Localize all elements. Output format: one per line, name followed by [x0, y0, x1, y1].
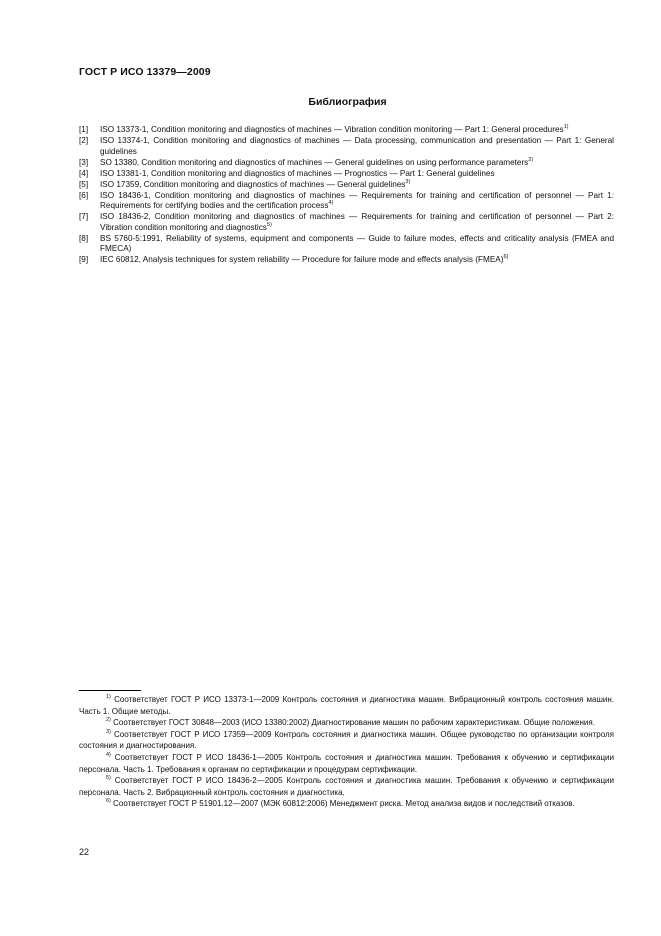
bibliography-entry: [79, 158, 614, 169]
footnote: [79, 775, 614, 798]
footnotes: [79, 694, 614, 810]
entry-number: [3]: [79, 157, 89, 167]
footnote-text: Соответствует ГОСТ Р 51901.12—2007 (МЭК 60812:2006) Менеджмент риска. Метод анализа видов и последствий отказов.: [113, 799, 575, 809]
section-title: Библиография: [308, 96, 387, 108]
footnote-ref: 6): [503, 254, 509, 261]
entry-number: [6]: [79, 190, 89, 200]
footnote-text: Соответствует ГОСТ Р ИСО 18436-1—2005 Контроль состояния и диагностика машин. Требования к обучению и сертификации персонала. Часть 1. Требования к органам по сертификации и процедурам сертификации.: [79, 752, 614, 774]
footnote: [79, 752, 614, 775]
entry-text: ISO 13374-1, Condition monitoring and diagnostics of machines — Data processing, communication and presentation — Part 1: General guidelines: [100, 135, 614, 156]
footnote-ref: 3): [405, 178, 411, 185]
footnote-separator: [79, 690, 141, 691]
footnote-ref: 5): [266, 221, 272, 228]
entry-number: [4]: [79, 168, 89, 178]
footnote-text: Соответствует ГОСТ Р ИСО 17359—2009 Контроль состояния и диагностика машин. Общее руководство по организации контроля состояния и диагностирования.: [79, 729, 615, 751]
footnote-ref: 4): [328, 200, 334, 207]
entry-text: IEC 60812, Analysis techniques for system reliability — Procedure for failure mode and effects analysis (FMEA)$^{6)}$: [100, 254, 509, 265]
bibliography-entry: [79, 255, 614, 266]
bibliography-entry: [79, 136, 614, 157]
bibliography-entry: [79, 180, 614, 191]
footnote: [79, 729, 614, 752]
page-number: 22: [79, 847, 90, 857]
entry-text: ISO 18436-2, Condition monitoring and diagnostics of machines — Requirements for training and certification of personnel — Part 2: Vibration condition monitoring and diagnostics$^{5)}$: [100, 212, 614, 232]
footnote-mark: 4): [106, 751, 111, 758]
bibliography-entry: [79, 212, 614, 233]
bibliography-list: [79, 125, 614, 266]
footnote: [79, 717, 614, 729]
footnote-mark: 2): [106, 717, 111, 724]
footnote-text: Соответствует ГОСТ Р ИСО 13373-1—2009 Контроль состояния и диагностика машин. Вибрационный контроль состояния машин. Часть 1. Общие методы.: [79, 695, 614, 716]
footnote-text: Соответствует ГОСТ 30848—2003 (ИСО 13380:2002) Диагностирование машин по рабочим характеристикам. Общие положения.: [113, 718, 595, 728]
bibliography-entry: [79, 234, 614, 255]
entry-number: [9]: [79, 255, 89, 265]
entry-number: [8]: [79, 233, 89, 243]
page-header: ГОСТ Р ИСО 13379—2009: [79, 66, 211, 78]
footnote-ref: 2): [528, 156, 534, 163]
footnote-mark: 6): [106, 798, 111, 805]
entry-number: [1]: [79, 125, 89, 134]
footnote-mark: 1): [106, 694, 111, 700]
entry-text: ISO 18436-1, Condition monitoring and diagnostics of machines — Requirements for training and certification of personnel — Part 1: Requirements for certifying bodies and the certification process$^{4)}$: [100, 190, 614, 211]
entry-number: [5]: [79, 179, 89, 189]
entry-text: ISO 13381-1, Condition monitoring and diagnostics of machines — Prognostics — Part 1: General guidelines: [100, 168, 495, 178]
bibliography-entry: [79, 125, 614, 136]
entry-text: ISO 13373-1, Condition monitoring and diagnostics of machines — Vibration condition monitoring — Part 1: General procedures$^{1)}$: [100, 124, 569, 134]
bibliography-entry: [79, 169, 614, 180]
entry-text: SO 13380, Condition monitoring and diagnostics of machines — General guidelines on using performance parameters$^{2)}$: [100, 156, 534, 167]
entry-text: ISO 17359, Condition monitoring and diagnostics of machines — General guidelines$^{3)}$: [100, 178, 411, 189]
footnote-ref: 1): [563, 124, 569, 130]
footnote-text: Соответствует ГОСТ Р ИСО 18436-2—2005 Контроль состояния и диагностика машин. Требования к обучению и сертификации персонала. Часть 2. Вибрационный контроль состояния и диагностика.: [79, 776, 614, 797]
footnote-mark: 3): [106, 728, 111, 735]
footnote: [79, 798, 614, 810]
footnote-mark: 5): [106, 775, 111, 782]
entry-text: BS 5760-5:1991, Reliability of systems, equipment and components — Guide to failure modes, effects and criticality analysis (FMEA and FMECA): [100, 233, 614, 254]
entry-number: [2]: [79, 135, 89, 145]
footnote: [79, 694, 614, 717]
bibliography-entry: [79, 191, 614, 212]
entry-number: [7]: [79, 212, 89, 222]
